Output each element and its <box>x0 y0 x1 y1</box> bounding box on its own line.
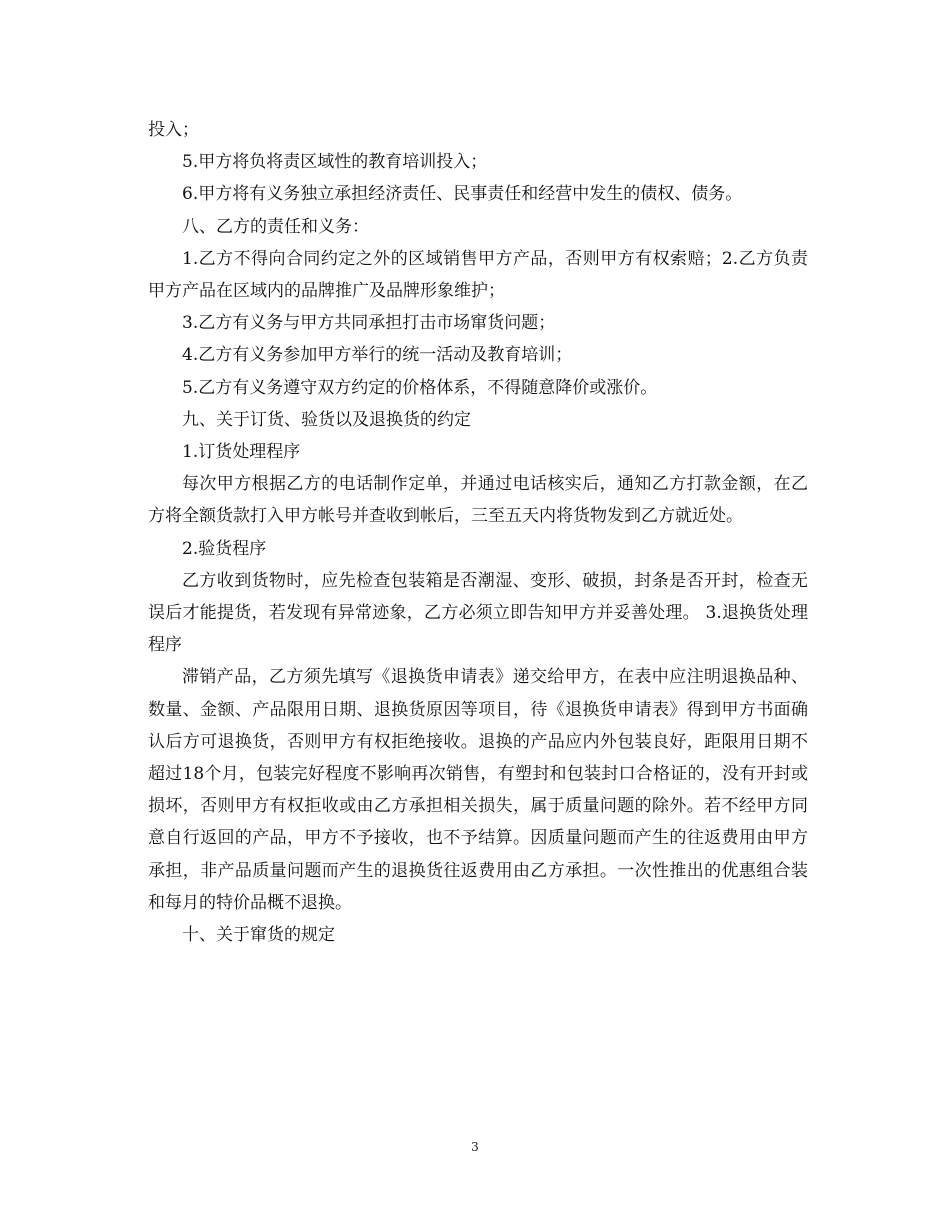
paragraph: 十、关于窜货的规定 <box>182 925 335 946</box>
paragraph: 1.订货处理程序 <box>182 442 301 463</box>
paragraph: 2.验货程序 <box>182 538 267 559</box>
paragraph: 5.乙方有义务遵守双方约定的价格体系，不得随意降价或涨价。 <box>182 377 658 398</box>
page-number: 3 <box>471 1140 479 1154</box>
document-body <box>148 114 808 951</box>
paragraph: 3.乙方有义务与甲方共同承担打击市场窜货问题； <box>182 313 556 334</box>
paragraph: 1.乙方不得向合同约定之外的区域销售甲方产品，否则甲方有权索赔；2.乙方负责甲方产品在区域内的品牌推广及品牌形象维护； <box>148 248 808 302</box>
paragraph: 滞销产品，乙方须先填写《退换货申请表》递交给甲方，在表中应注明退换品种、数量、金额、产品限用日期、退换货原因等项目，待《退换货申请表》得到甲方书面确认后方可退换货，否则甲方有权拒绝接收。退换的产品应内外包装良好，距限用日期不超过18个月，包装完好程度不影响再次销售，有塑封和包装封口合格证的，没有开封或损坏，否则甲方有权拒收或由乙方承担相关损失，属于质量问题的除外。若不经甲方同意自行返回的产品，甲方不予接收，也不予结算。因质量问题而产生的往返费用由甲方承担，非产品质量问题而产生的退换货往返费用由乙方承担。一次性推出的优惠组合装和每月的特价品概不退换。 <box>148 667 808 913</box>
paragraph: 投入； <box>148 120 199 140</box>
paragraph: 乙方收到货物时，应先检查包装箱是否潮湿、变形、破损，封条是否开封，检查无误后才能提货，若发现有异常迹象，乙方必须立即告知甲方并妥善处理。 3.退换货处理程序 <box>148 570 808 656</box>
paragraph: 6.甲方将有义务独立承担经济责任、民事责任和经营中发生的债权、债务。 <box>182 184 743 205</box>
paragraph: 4.乙方有义务参加甲方举行的统一活动及教育培训； <box>182 345 573 366</box>
paragraph: 5.甲方将负将责区域性的教育培训投入； <box>182 152 488 173</box>
paragraph: 每次甲方根据乙方的电话制作定单，并通过电话核实后，通知乙方打款金额，在乙方将全额货款打入甲方帐号并查收到帐后，三至五天内将货物发到乙方就近处。 <box>148 474 808 527</box>
paragraph: 九、关于订货、验货以及退换货的约定 <box>182 409 471 430</box>
paragraph: 八、乙方的责任和义务： <box>182 216 369 237</box>
